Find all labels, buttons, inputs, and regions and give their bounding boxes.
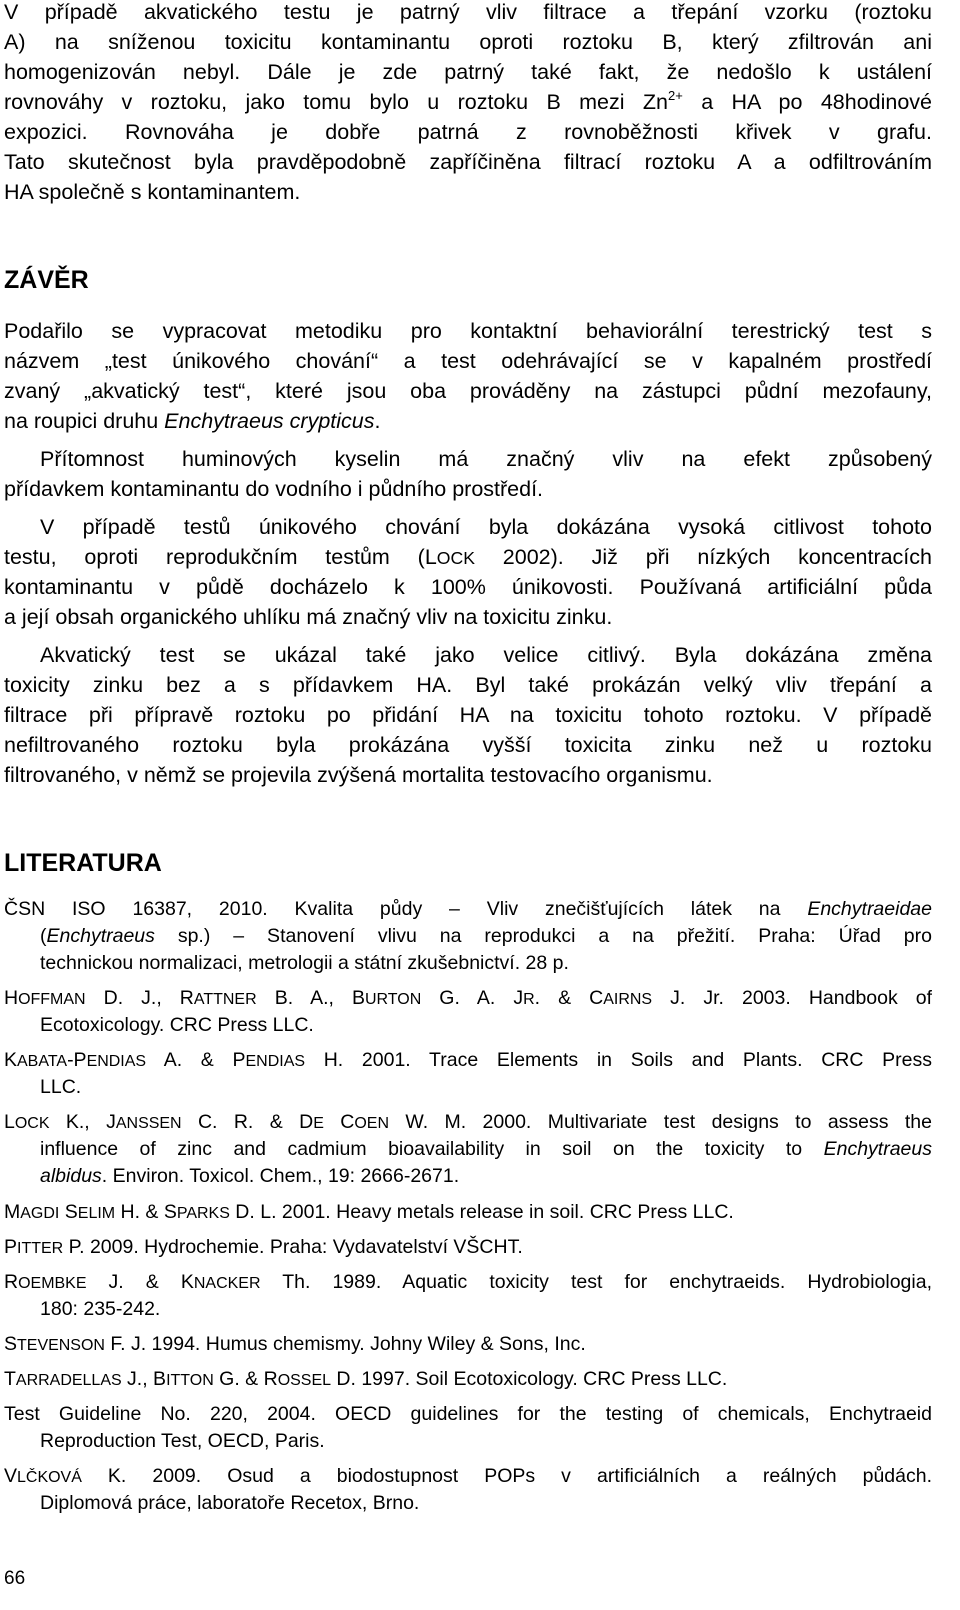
text-line: ROEMBKE J. & KNACKER Th. 1989. Aquatic toxicity test for enchytraeids. Hydrobiologia,	[4, 1271, 932, 1293]
text-line: influence of zinc and cadmium bioavailability in soil on the toxicity to Enchytraeus	[40, 1138, 932, 1160]
text-line: testu, oproti reprodukčním testům (LOCK 2002). Již při nízkých koncentracích	[4, 545, 932, 569]
reference-magdi-selim	[4, 1199, 932, 1226]
text-line: V případě akvatického testu je patrný vliv filtrace a třepání vzorku (roztoku	[4, 0, 932, 24]
reference-pitter	[4, 1234, 932, 1261]
text-line: A) na sníženou toxicitu kontaminantu oproti roztoku B, který zfiltrován ani	[4, 30, 932, 54]
text-line: KABATA-PENDIAS A. & PENDIAS H. 2001. Trace Elements in Soils and Plants. CRC Press	[4, 1049, 932, 1071]
text-line: 180: 235-242.	[40, 1298, 161, 1320]
intro-paragraph	[4, 0, 932, 207]
text-line: kontaminantu v půdě docházelo k 100% únikovosti. Používaná artificiální půda	[4, 575, 932, 599]
text-line: Tato skutečnost byla pravděpodobně zapříčiněna filtrací roztoku A a odfiltrováním	[4, 150, 932, 174]
zaver-paragraph-4	[4, 640, 932, 790]
text-line: nefiltrovaného roztoku byla prokázána vyšší toxicita zinku než u roztoku	[4, 733, 932, 757]
reference-kabata-pendias	[4, 1047, 932, 1101]
text-line: V případě testů únikového chování byla dokázána vysoká citlivost tohoto	[40, 515, 932, 539]
section-heading-literatura: LITERATURA	[4, 849, 162, 877]
text-line: Test Guideline No. 220, 2004. OECD guidelines for the testing of chemicals, Enchytraeid	[4, 1403, 932, 1425]
reference-stevenson	[4, 1331, 932, 1358]
text-line: MAGDI SELIM H. & SPARKS D. L. 2001. Heavy metals release in soil. CRC Press LLC.	[4, 1201, 734, 1223]
reference-tarradellas	[4, 1366, 932, 1393]
text-line: a její obsah organického uhlíku má značný vliv na toxicitu zinku.	[4, 605, 613, 629]
text-line: albidus. Environ. Toxicol. Chem., 19: 2666-2671.	[40, 1165, 460, 1187]
reference-roembke	[4, 1269, 932, 1323]
text-line: Přítomnost huminových kyselin má značný vliv na efekt způsobený	[40, 447, 932, 471]
text-line: HA společně s kontaminantem.	[4, 180, 301, 204]
text-line: Reproduction Test, OECD, Paris.	[40, 1430, 325, 1452]
text-line: expozici. Rovnováha je dobře patrná z rovnoběžnosti křivek v grafu.	[4, 120, 932, 144]
text-line: zvaný „akvatický test“, které jsou oba prováděny na zástupci půdní mezofauny,	[4, 379, 932, 403]
section-heading-zaver: ZÁVĚR	[4, 266, 89, 294]
text-line: HOFFMAN D. J., RATTNER B. A., BURTON G. A. JR. & CAIRNS J. Jr. 2003. Handbook of	[4, 987, 932, 1009]
text-line: technickou normalizaci, metrologii a státní zkušebnictví. 28 p.	[40, 952, 569, 974]
text-line: TARRADELLAS J., BITTON G. & ROSSEL D. 1997. Soil Ecotoxicology. CRC Press LLC.	[4, 1368, 728, 1390]
text-line: Akvatický test se ukázal také jako velice citlivý. Byla dokázána změna	[40, 643, 932, 667]
text-line: LOCK K., JANSSEN C. R. & DE COEN W. M. 2000. Multivariate test designs to assess the	[4, 1111, 932, 1133]
reference-oecd-guideline	[4, 1401, 932, 1455]
text-line: rovnováhy v roztoku, jako tomu bylo u roztoku B mezi $Zn^{2+}$ a HA po 48hodinové	[4, 88, 932, 114]
zaver-paragraph-2	[4, 444, 932, 504]
text-line: homogenizován nebyl. Dále je zde patrný také fakt, že nedošlo k ustálení	[4, 60, 932, 84]
text-line: (Enchytraeus sp.) – Stanovení vlivu na reprodukci a na přežití. Praha: Úřad pro	[40, 925, 932, 947]
reference-vlckova	[4, 1463, 932, 1517]
text-line: na roupici druhu Enchytraeus crypticus.	[4, 409, 381, 433]
page-number: 66	[4, 1568, 26, 1589]
text-line: STEVENSON F. J. 1994. Humus chemismy. Johny Wiley & Sons, Inc.	[4, 1333, 586, 1355]
zaver-paragraph-1	[4, 316, 932, 436]
reference-hoffman	[4, 985, 932, 1039]
text-line: Diplomová práce, laboratoře Recetox, Brno.	[40, 1492, 420, 1514]
text-line: přídavkem kontaminantu do vodního i půdního prostředí.	[4, 477, 544, 501]
text-line: PITTER P. 2009. Hydrochemie. Praha: Vydavatelství VŠCHT.	[4, 1236, 523, 1258]
zaver-paragraph-3	[4, 512, 932, 632]
text-line: názvem „test únikového chování“ a test odehrávající se v kapalném prostředí	[4, 349, 932, 373]
text-line: toxicity zinku bez a s přídavkem HA. Byl také prokázán velký vliv třepání a	[4, 673, 932, 697]
text-line: VLČKOVÁ K. 2009. Osud a biodostupnost POPs v artificiálních a reálných půdách.	[4, 1465, 932, 1487]
text-line: Ecotoxicology. CRC Press LLC.	[40, 1014, 314, 1036]
reference-csn-iso	[4, 896, 932, 977]
text-line: filtrovaného, v němž se projevila zvýšená mortalita testovacího organismu.	[4, 763, 713, 787]
text-line: LLC.	[40, 1076, 82, 1098]
text-line: filtrace při přípravě roztoku po přidání HA na toxicitu tohoto roztoku. V případě	[4, 703, 932, 727]
text-line: ČSN ISO 16387, 2010. Kvalita půdy – Vliv znečišťujících látek na Enchytraeidae	[4, 898, 932, 920]
reference-lock	[4, 1109, 932, 1190]
text-line: Podařilo se vypracovat metodiku pro kontaktní behaviorální terestrický test s	[4, 319, 932, 343]
